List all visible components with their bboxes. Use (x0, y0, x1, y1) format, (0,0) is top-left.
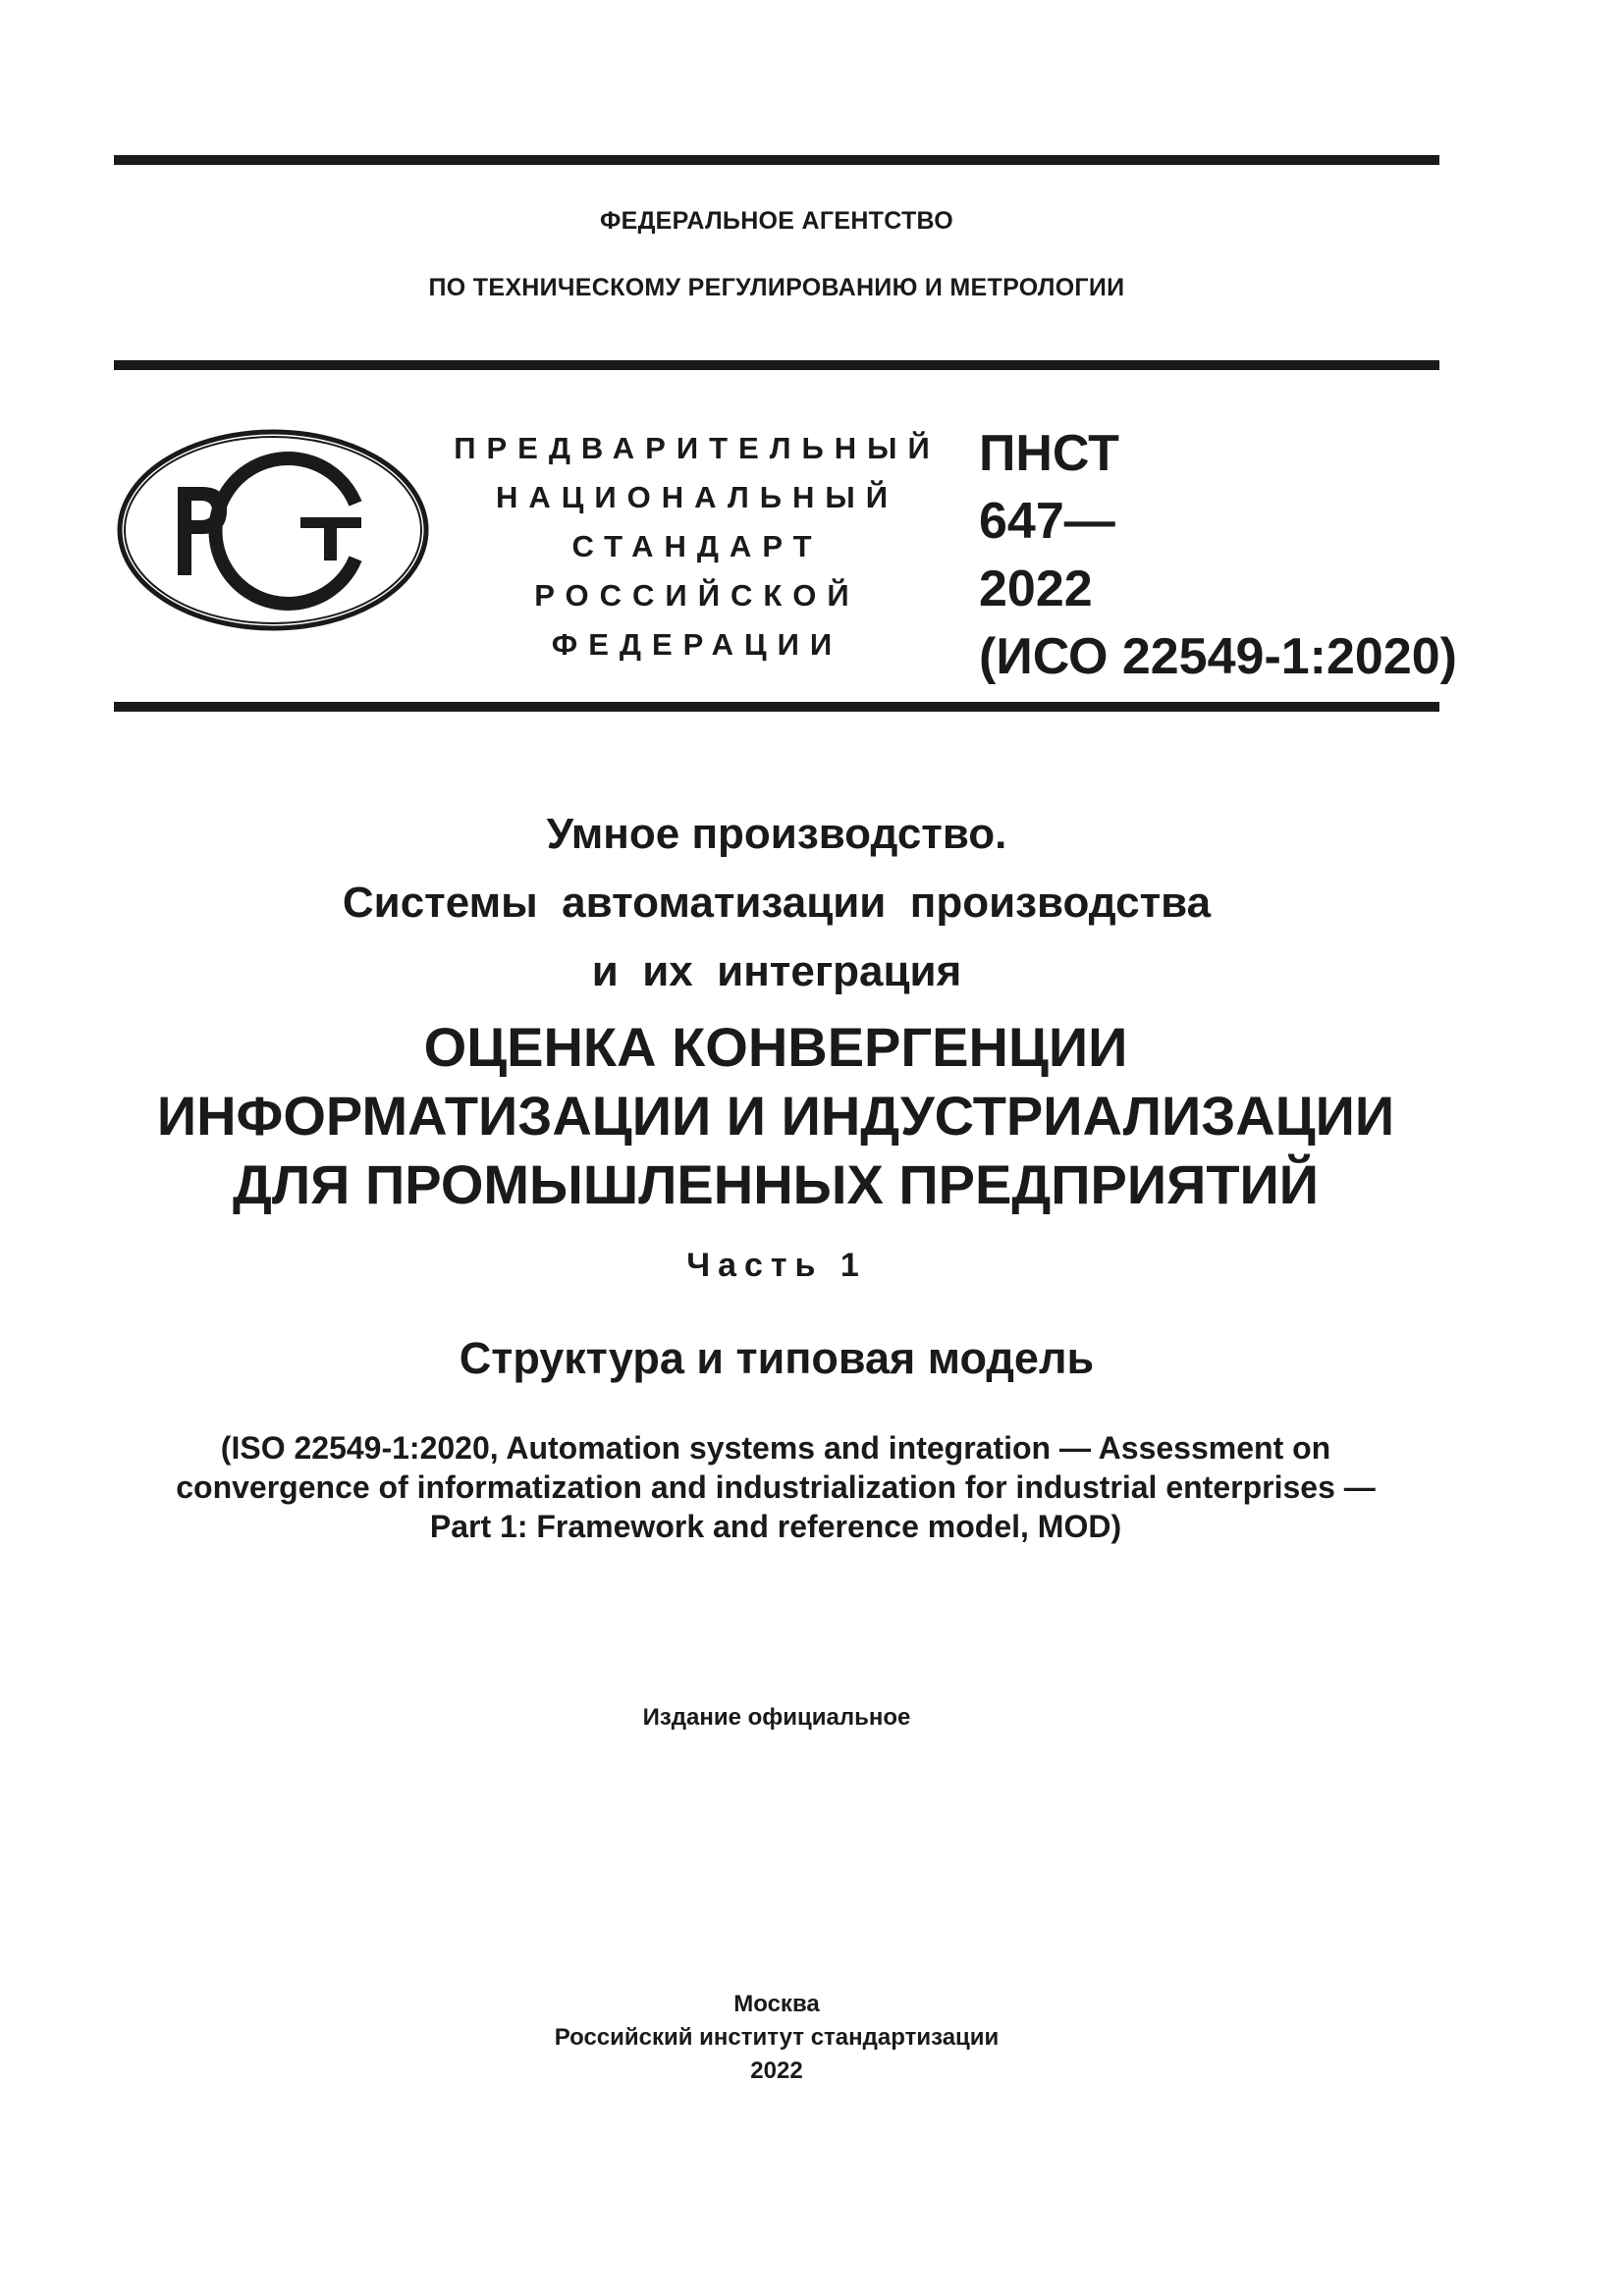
rst-emblem-icon (116, 427, 430, 633)
iso-reference-line: Part 1: Framework and reference model, MOD) (429, 1509, 1122, 1544)
standard-type-line: ФЕДЕРАЦИИ (551, 627, 843, 662)
standard-code-line: ПНСТ (979, 425, 1119, 482)
agency-name-line-2: ПО ТЕХНИЧЕСКОМУ РЕГУЛИРОВАНИЮ И МЕТРОЛОГИИ (428, 274, 1125, 301)
standard-type-line: РОССИЙСКОЙ (534, 578, 860, 613)
part-number: Часть 1 (686, 1247, 867, 1284)
standard-code-line: 647— (979, 493, 1115, 550)
standard-type-line: СТАНДАРТ (571, 529, 823, 563)
imprint-year: 2022 (750, 2057, 803, 2084)
series-title-line: Умное производство. (546, 810, 1007, 858)
standard-type (422, 424, 972, 669)
header-rule (114, 360, 1439, 370)
imprint (114, 1988, 1439, 2088)
iso-reference-line: (ISO 22549-1:2020, Automation systems and integration — Assessment on (220, 1430, 1331, 1466)
part-subtitle: Структура и типовая модель (459, 1333, 1095, 1383)
standard-code-line: (ИСО 22549-1:2020) (979, 628, 1457, 685)
standard-type-line: НАЦИОНАЛЬНЫЙ (495, 480, 899, 514)
standard-type-line: ПРЕДВАРИТЕЛЬНЫЙ (454, 431, 941, 465)
series-title-line: и их интеграция (591, 947, 962, 995)
iso-reference-line: convergence of informatization and industrialization for industrial enterprises — (176, 1469, 1376, 1505)
standard-code-line: 2022 (979, 561, 1093, 617)
code-rule (114, 702, 1439, 712)
main-title-line: ДЛЯ ПРОМЫШЛЕННЫХ ПРЕДПРИЯТИЙ (232, 1153, 1320, 1215)
main-title-line: ОЦЕНКА КОНВЕРГЕНЦИИ (423, 1016, 1128, 1078)
main-title-line: ИНФОРМАТИЗАЦИИ И ИНДУСТРИАЛИЗАЦИИ (156, 1085, 1395, 1147)
iso-reference (79, 1428, 1473, 1546)
main-title (59, 1013, 1492, 1219)
edition-note: Издание официальное (642, 1704, 911, 1731)
top-rule (114, 155, 1439, 165)
series-title (114, 800, 1439, 1006)
agency-name-line-1: ФЕДЕРАЛЬНОЕ АГЕНТСТВО (599, 207, 954, 235)
series-title-line: Системы автоматизации производства (342, 879, 1212, 927)
imprint-city: Москва (733, 1991, 820, 2017)
imprint-publisher: Российский институт стандартизации (554, 2024, 1000, 2051)
standard-code (979, 420, 1457, 691)
